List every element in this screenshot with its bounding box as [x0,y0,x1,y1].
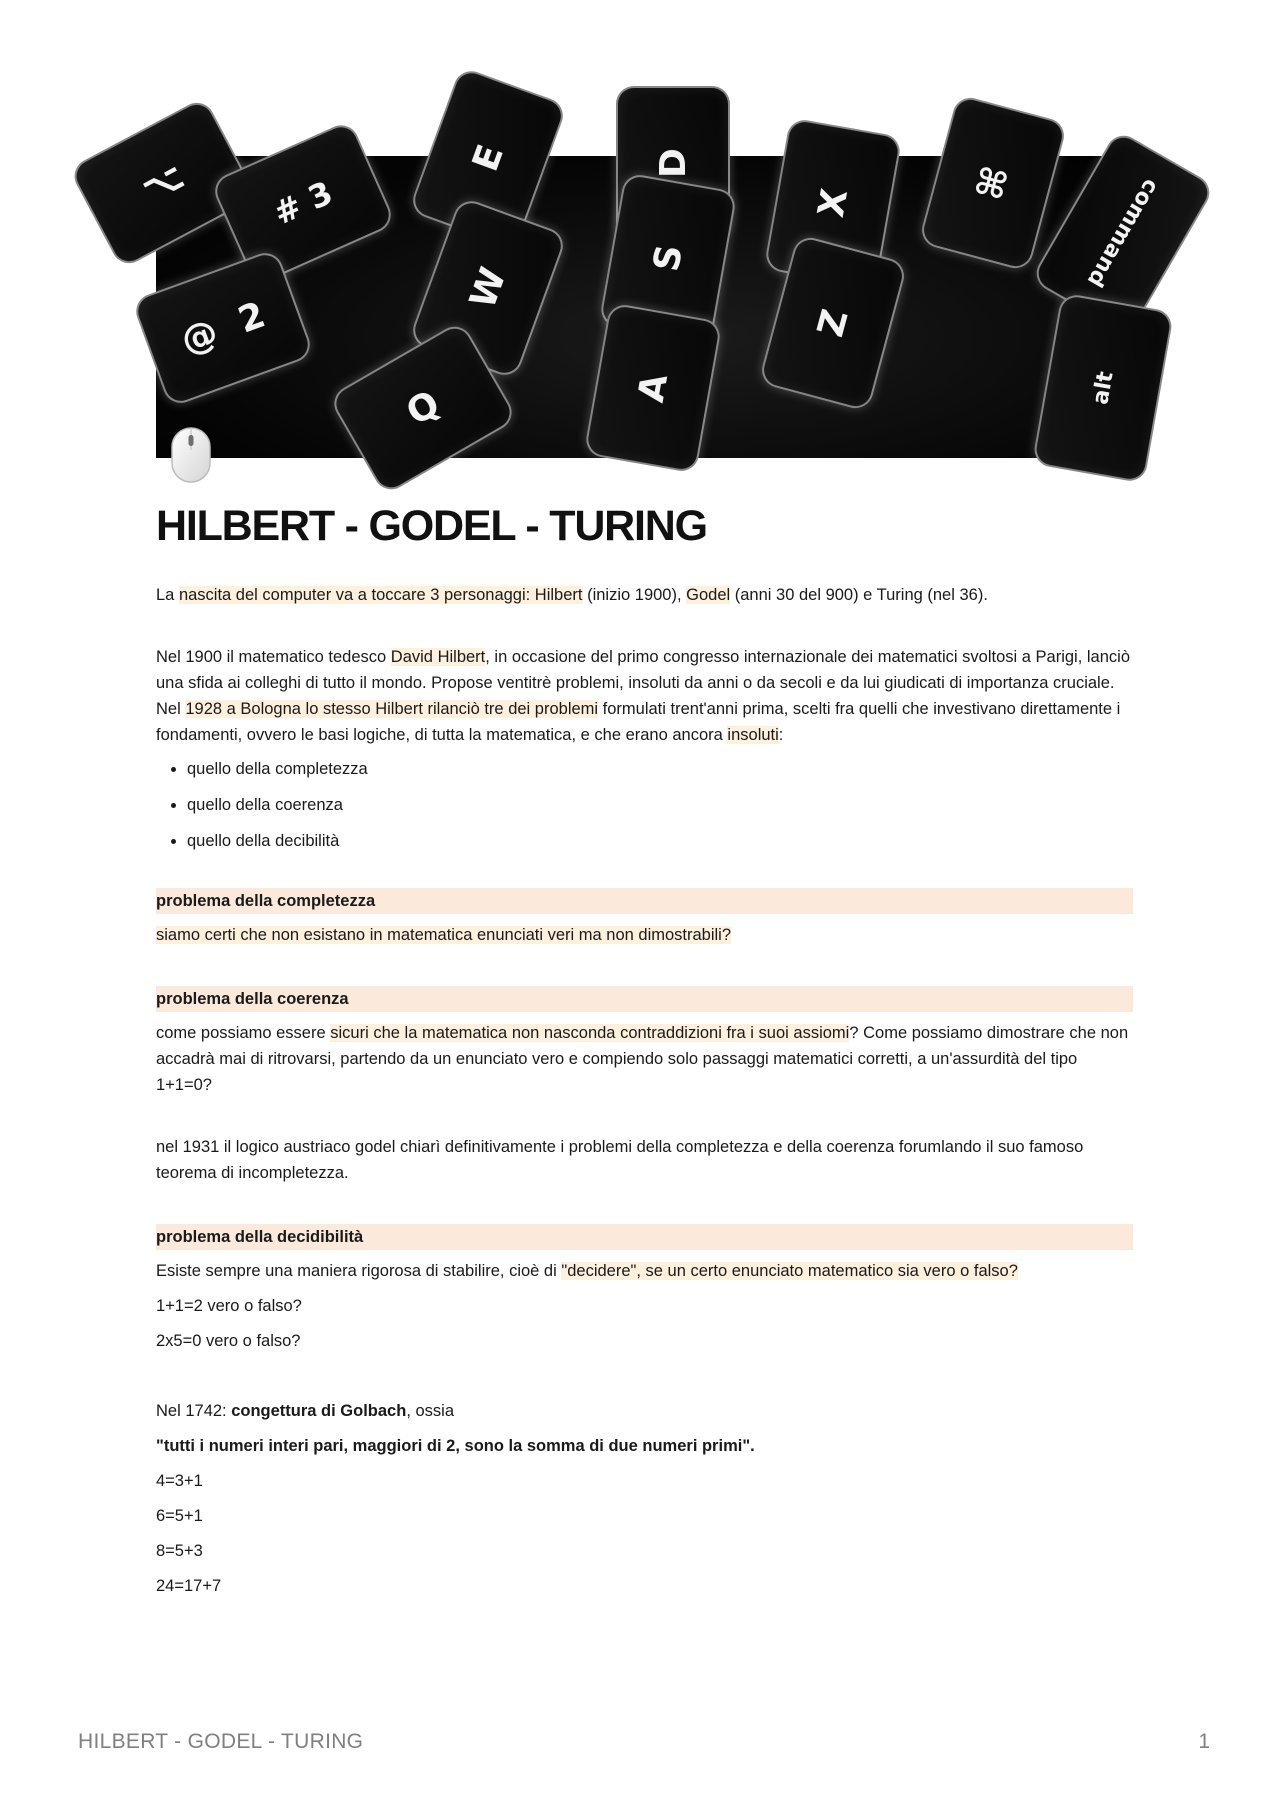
highlight: nascita del computer va a toccare 3 personaggi: Hilbert [178,586,583,604]
hilbert-paragraph: Nel 1900 il matematico tedesco David Hilbert, in occasione del primo congresso internazionale dei matematici svoltosi a Parigi, lanciò una sfida ai colleghi di tutto il mondo. Propose ventitrè problemi, insoluti da anni o da secoli e da lui giudicati di importanza cruciale. Nel 1928 a Bologna lo stesso Hilbert rilanciò tre dei problemi formulati trent'anni prima, scelti fra quelli che investivano direttamente i fondamenti, ovvero le basi logiche, di tutta la matematica, e che erano ancora insoluti: [156,648,1130,744]
list-item: • quello della decibilità [187,828,1133,854]
highlight: siamo certi che non esistano in matematica enunciati veri ma non dimostrabili? [156,926,732,944]
highlight: David Hilbert [390,648,486,666]
page-title: HILBERT - GODEL - TURING [156,502,707,550]
page-number: 1 [1198,1730,1210,1753]
decidibilita-text: Esiste sempre una maniera rigorosa di stabilire, cioè di "decidere", se un certo enunciato matematico sia vero o falso? [156,1262,1018,1280]
decidibilita-heading: problema della decidibilità [156,1224,1133,1250]
highlight: sicuri che la matematica non nasconda contraddizioni fra i suoi assiomi [330,1024,850,1042]
example-line: 2x5=0 vero o falso? [156,1332,301,1350]
footer-title: HILBERT - GODEL - TURING [78,1730,364,1753]
example-line: 8=5+3 [156,1542,203,1560]
godel-paragraph: nel 1931 il logico austriaco godel chiarì definitivamente i problemi della completezza e della coerenza forumlando il suo famoso teorema di incompletezza. [156,1138,1084,1182]
golbach-intro: Nel 1742: congettura di Golbach, ossia [156,1402,455,1420]
key-cmd-symbol: ⌘ [918,94,1068,272]
key-x: X [763,117,902,288]
coerenza-text: come possiamo essere sicuri che la matematica non nasconda contraddizioni fra i suoi assiomi? Come possiamo dimostrare che non accadrà mai di ritrovarsi, partendo da un enunciato vero e compiendo solo passaggi matematici corretti, a un'assurdità del tipo 1+1=0? [156,1024,1129,1094]
golbach-quote: "tutti i numeri interi pari, maggiori di 2, sono la somma di due numeri primi". [156,1437,755,1455]
key-option: ⌥ [68,97,257,270]
highlight: 1928 a Bologna lo stesso Hilbert rilanciò tre dei problemi [185,700,599,718]
key-e: E [408,66,568,250]
example-line: 6=5+1 [156,1507,203,1525]
completezza-heading: problema della completezza [156,888,1133,914]
list-item: • quello della coerenza [187,792,1133,818]
key-s: S [598,172,737,343]
problems-list [156,756,1133,854]
example-line: 24=17+7 [156,1577,222,1595]
highlight: "decidere", se un certo enunciato matematico sia vero o falso? [561,1262,1018,1280]
list-item: • quello della completezza [187,756,1133,782]
example-line: 4=3+1 [156,1472,203,1490]
key-d: D [616,86,730,240]
key-w: W [408,196,568,380]
mouse-icon [170,426,212,484]
highlight: insoluti [727,726,779,744]
coerenza-heading: problema della coerenza [156,986,1133,1012]
cover-image [135,139,1164,458]
page-content [135,139,1164,1599]
key-alt: alt [1032,292,1174,483]
highlight: Godel [686,586,731,604]
key-hash: # 3 [209,120,396,287]
intro-paragraph: La nascita del computer va a toccare 3 personaggi: Hilbert (inizio 1900), Godel (anni 30 del 900) e Turing (nel 36). [156,586,988,604]
key-z: Z [758,234,908,412]
key-a: A [583,302,722,473]
key-at: @ 2 [131,248,315,408]
key-command: command [1030,129,1216,337]
completezza-text [156,922,1133,948]
key-q: Q [328,320,518,496]
example-line: 1+1=2 vero o falso? [156,1297,302,1315]
